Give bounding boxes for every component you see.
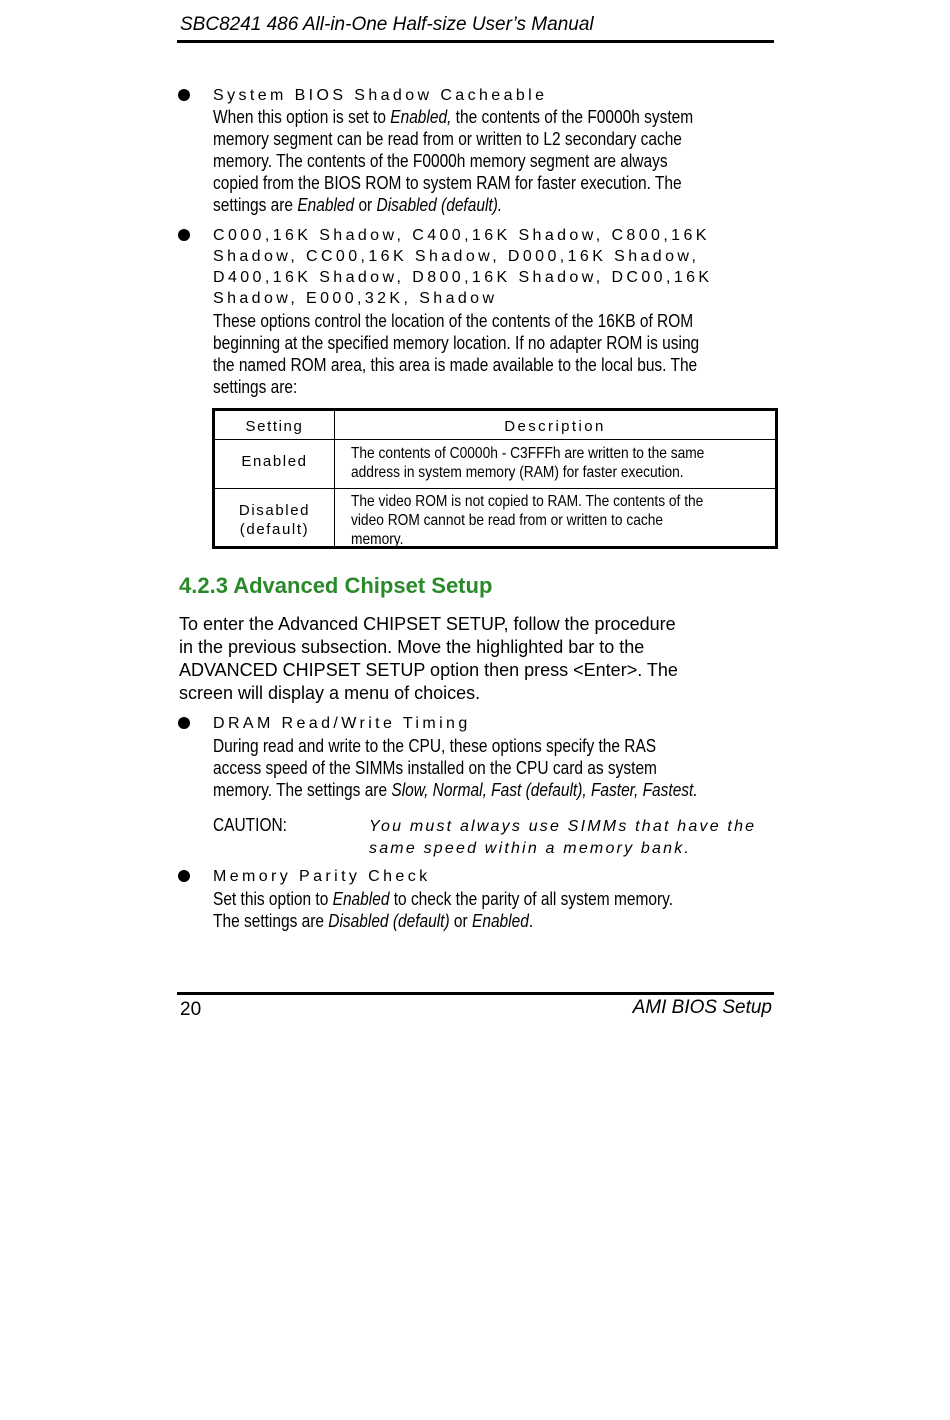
option-desc-dram-timing: During read and write to the CPU, these options specify the RAS access speed of the SIMMs installed on the CPU card as system memory. The settings are Slow, Normal, Fast (default), Faster, Fastest.: [213, 736, 698, 800]
footer-rule: [177, 992, 774, 995]
section-intro-line: ADVANCED CHIPSET SETUP option then press <Enter>. The: [179, 660, 678, 680]
table-cell-description-line: memory.: [351, 531, 404, 548]
table-cell-description-line: The video ROM is not copied to RAM. The contents of the: [351, 493, 704, 510]
table-row-rule: [215, 488, 775, 489]
option-desc-parity-check: Set this option to Enabled to check the parity of all system memory. The settings are Disabled (default) or Enabled.: [213, 889, 674, 931]
option-desc-rom-shadow: These options control the location of the contents of the 16KB of ROM beginning at the specified memory location. If no adapter ROM is using the named ROM area, this area is made available to the local bus. The settings are:: [213, 311, 700, 397]
table-cell-description-line: video ROM cannot be read from or written to cache: [351, 512, 664, 529]
section-intro-line: in the previous subsection. Move the highlighted bar to the: [179, 637, 645, 657]
table-cell-setting-line: (default): [239, 521, 310, 538]
caution-text: [369, 816, 779, 860]
table-cell-setting: [215, 501, 334, 539]
table-header-description: Description: [504, 418, 606, 435]
table-cell-description: [351, 492, 764, 549]
option-title-rom-shadow-line2: Shadow, CC00,16K Shadow, D000,16K Shadow,: [213, 248, 700, 265]
table-cell-description: [351, 444, 764, 482]
option-desc-bios-shadow: When this option is set to Enabled, the contents of the F0000h system memory segment can be read from or written to L2 secondary cache memory. The contents of the F0000h memory segment are always copied from the BIOS ROM to system RAM for faster execution. The settings are Enabled or Disabled (default).: [213, 107, 694, 215]
section-intro: [179, 613, 779, 705]
header-title: SBC8241 486 All-in-One Half-size User’s Manual: [180, 14, 594, 35]
bullet-icon: [178, 717, 190, 729]
section-intro-line: To enter the Advanced CHIPSET SETUP, follow the procedure: [179, 614, 676, 634]
table-cell-description-line: The contents of C0000h - C3FFFh are written to the same: [351, 445, 705, 462]
table-cell-setting-line: Disabled: [238, 502, 311, 519]
table-cell-setting: Enabled: [241, 453, 308, 470]
option-title-rom-shadow-line3: D400,16K Shadow, D800,16K Shadow, DC00,16K: [213, 269, 713, 286]
table-cell-description-line: address in system memory (RAM) for faster execution.: [351, 464, 684, 481]
section-intro-line: screen will display a menu of choices.: [179, 683, 481, 703]
table-row-rule: [215, 439, 775, 440]
page-number: 20: [180, 999, 202, 1020]
caution-text-line: You must always use SIMMs that have the: [369, 818, 757, 835]
option-title-dram-timing: DRAM Read/Write Timing: [213, 715, 471, 732]
option-title-rom-shadow-line4: Shadow, E000,32K, Shadow: [213, 290, 498, 307]
section-heading: 4.2.3 Advanced Chipset Setup: [179, 573, 493, 598]
settings-table: [212, 408, 778, 549]
option-title-rom-shadow-line1: C000,16K Shadow, C400,16K Shadow, C800,16K: [213, 227, 710, 244]
footer-section-name: AMI BIOS Setup: [632, 997, 772, 1018]
bullet-icon: [178, 229, 190, 241]
bullet-icon: [178, 89, 190, 101]
caution-label: CAUTION:: [213, 815, 287, 835]
bullet-icon: [178, 870, 190, 882]
header-rule: [177, 40, 774, 43]
option-title-bios-shadow: System BIOS Shadow Cacheable: [213, 87, 548, 104]
table-header-setting: Setting: [245, 418, 304, 435]
caution-text-line: same speed within a memory bank.: [369, 840, 692, 857]
option-title-parity-check: Memory Parity Check: [213, 868, 431, 885]
